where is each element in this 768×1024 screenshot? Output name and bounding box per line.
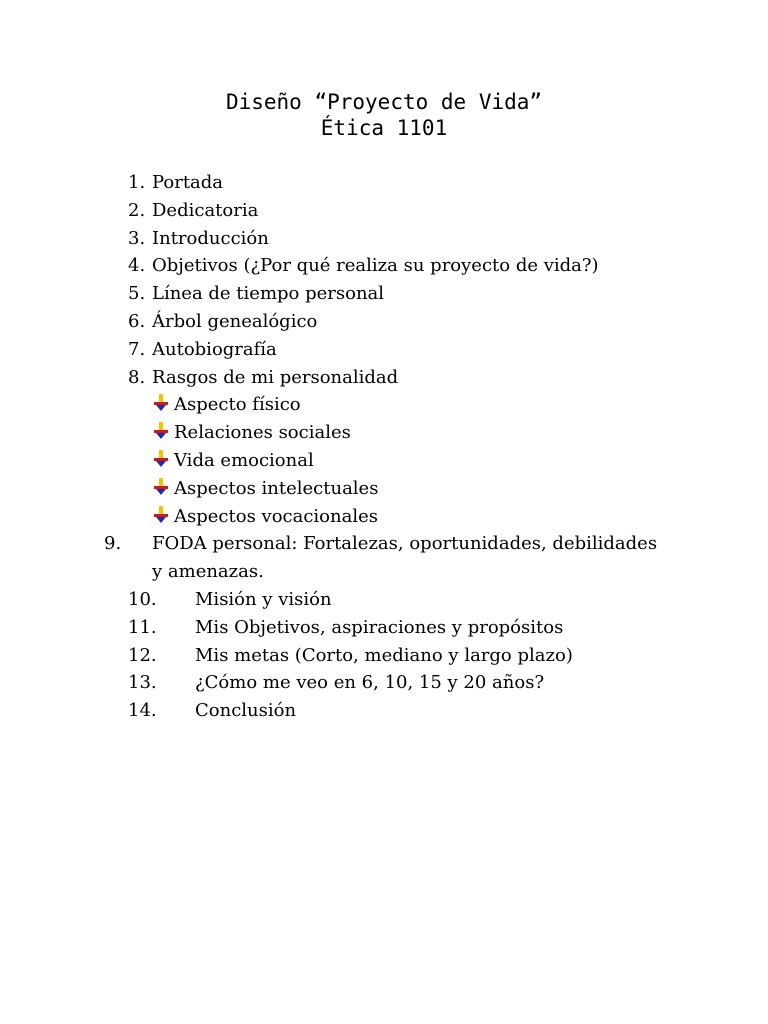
sub-list-item — [128, 475, 668, 503]
item-text: Árbol genealógico — [152, 310, 318, 332]
item-text: Portada — [152, 172, 224, 193]
sub-list-item — [128, 447, 668, 475]
sub-list-item — [128, 419, 668, 447]
item-text: Dedicatoria — [152, 199, 259, 221]
item-text: Línea de tiempo personal — [152, 283, 385, 305]
list-item — [128, 669, 668, 697]
item-text: ¿Cómo me veo en 6, 10, 15 y 20 años? — [195, 672, 545, 694]
sub-item-text: Aspectos vocacionales — [174, 505, 378, 527]
document-title — [0, 89, 768, 141]
item-text: Objetivos (¿Por qué realiza su proyecto de vida?) — [152, 255, 599, 277]
title-line-2: Ética 1101 — [320, 116, 448, 140]
arrow-down-bullet-icon — [152, 422, 174, 440]
sub-item-text: Relaciones sociales — [174, 422, 351, 444]
item-number: 12. — [128, 644, 157, 666]
arrow-down-bullet-icon — [152, 506, 174, 524]
list-item — [128, 280, 668, 308]
item-number: 4. — [128, 255, 146, 277]
item-number: 3. — [128, 227, 146, 249]
sub-item-text: Aspectos intelectuales — [174, 477, 379, 499]
item-number: 14. — [128, 700, 157, 722]
list-item — [104, 530, 668, 586]
list-item — [128, 364, 668, 392]
list-item — [128, 586, 668, 614]
item-number: 13. — [128, 672, 157, 694]
arrow-down-bullet-icon — [152, 450, 174, 468]
arrow-down-bullet-icon — [152, 478, 174, 496]
list-item — [128, 614, 668, 642]
item-number: 8. — [128, 366, 146, 388]
item-number: 9. — [104, 533, 122, 555]
item-text: Mis metas (Corto, mediano y largo plazo) — [195, 644, 573, 666]
list-item — [128, 169, 668, 197]
sub-item-text: Aspecto físico — [174, 394, 301, 416]
list-item — [128, 336, 668, 364]
item-number: 1. — [128, 172, 146, 193]
item-number: 6. — [128, 310, 146, 332]
list-item — [128, 197, 668, 225]
item-number: 10. — [128, 588, 157, 610]
list-item — [128, 697, 668, 725]
item-number: 5. — [128, 283, 146, 305]
list-item — [128, 308, 668, 336]
item-number: 11. — [128, 616, 157, 638]
item-text: Rasgos de mi personalidad — [152, 366, 399, 388]
list-item — [128, 252, 668, 280]
item-text: FODA personal: Fortalezas, oportunidades, debilidades y amenazas. — [152, 533, 658, 583]
item-number: 2. — [128, 199, 146, 221]
sub-list-item — [128, 503, 668, 531]
item-number: 7. — [128, 338, 146, 360]
outline-list — [104, 169, 668, 725]
list-item — [128, 642, 668, 670]
item-text: Autobiografía — [152, 338, 277, 360]
arrow-down-bullet-icon — [152, 394, 174, 412]
sub-item-text: Vida emocional — [174, 449, 314, 471]
item-text: Introducción — [152, 227, 269, 249]
item-text: Conclusión — [195, 700, 297, 722]
title-line-1: Diseño “Proyecto de Vida” — [225, 90, 543, 114]
sub-list-item — [128, 391, 668, 419]
item-text: Misión y visión — [195, 588, 332, 610]
list-item — [128, 225, 668, 253]
item-text: Mis Objetivos, aspiraciones y propósitos — [195, 616, 564, 638]
